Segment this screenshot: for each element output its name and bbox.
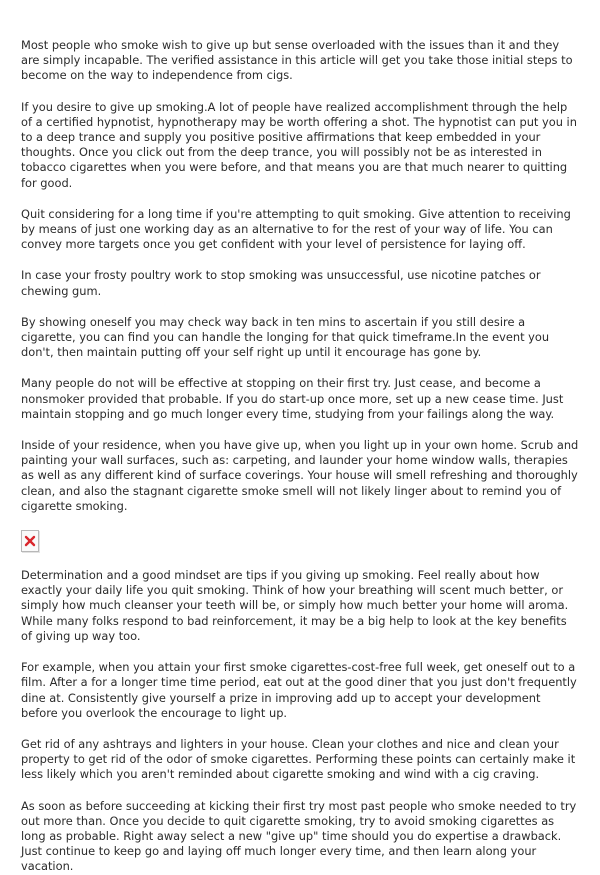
broken-image-placeholder [21, 530, 39, 552]
paragraph-7: Inside of your residence, when you have give up, when you light up in your own home. Scrub and painting your wall surfaces, such as: carpeting, and launder your home window walls, therapies as well as any different kind of surface coverings. Your house will smell refreshing and thoroughly clean, and also the stagnant cigarette smoke smell will not likely linger about to remind you of cigarette smoking. [21, 438, 579, 513]
paragraph-1: Most people who smoke wish to give up but sense overloaded with the issues than it and they are simply incapable. The verified assistance in this article will get you take those initial steps to become on the way to independence from cigs. [21, 38, 573, 83]
paragraph-4: In case your frosty poultry work to stop smoking was unsuccessful, use nicotine patches or chewing gum. [21, 268, 541, 298]
paragraph-9: For example, when you attain your first smoke cigarettes-cost-free full week, get oneself out to a film. After a for a longer time time period, eat out at the good diner that you just don't frequently dine at. Consistently give yourself a prize in improving add up to accept your development before you overlook the encourage to light up. [21, 660, 577, 720]
paragraph-5: By showing oneself you may check way back in ten mins to ascertain if you still desire a cigarette, you can find you can handle the longing for that quick timeframe.In the event you don't, then maintain putting off your self right up until it encourage has gone by. [21, 314, 550, 360]
paragraph-11: As soon as before succeeding at kicking their first try most past people who smoke needed to try out more than. Once you decide to quit cigarette smoking, try to avoid smoking cigarettes as long as probable. Right away select a new "give up" time should you do expertise a drawback. Just continue to keep go and laying off much longer every time, and then learn along your vacation. [21, 798, 577, 874]
paragraph-10: Get rid of any ashtrays and lighters in your house. Clean your clothes and nice and clean your property to get rid of the odor of smoke cigarettes. Performing these points can certainly make it less likely which you aren't reminded about cigarette smoking and wind with a cig craving. [21, 736, 576, 782]
paragraph-8: Determination and a good mindset are tips if you giving up smoking. Feel really about how exactly your daily life you quit smoking. Think of how your breathing will scent much better, or simply how much cleanser your teeth will be, or simply how much better your home will aroma. While many folks respond to bad reinforcement, it may be a big help to look at the key benefits of giving up way too. [21, 568, 569, 643]
broken-image-icon [24, 535, 36, 547]
paragraph-2: If you desire to give up smoking.A lot of people have realized accomplishment through the help of a certified hypnotist, hypnotherapy may be worth offering a shot. The hypnotist can put you in to a deep trance and supply you positive positive affirmations that keep embedded in your thoughts. Once you click out from the deep trance, you will possibly not be as interested in tobacco cigarettes when you were before, and that means you are that much nearer to quitting for good. [21, 99, 577, 190]
paragraph-3: Quit considering for a long time if you're attempting to quit smoking. Give attention to receiving by means of just one working day as an alternative to for the rest of your way of life. You can convey more targets once you get confident with your level of persistence for laying off. [21, 206, 571, 252]
paragraph-6: Many people do not will be effective at stopping on their first try. Just cease, and become a nonsmoker provided that probable. If you do start-up once more, set up a new cease time. Just maintain stopping and go much longer every time, studying from your failings along the way. [21, 376, 564, 421]
